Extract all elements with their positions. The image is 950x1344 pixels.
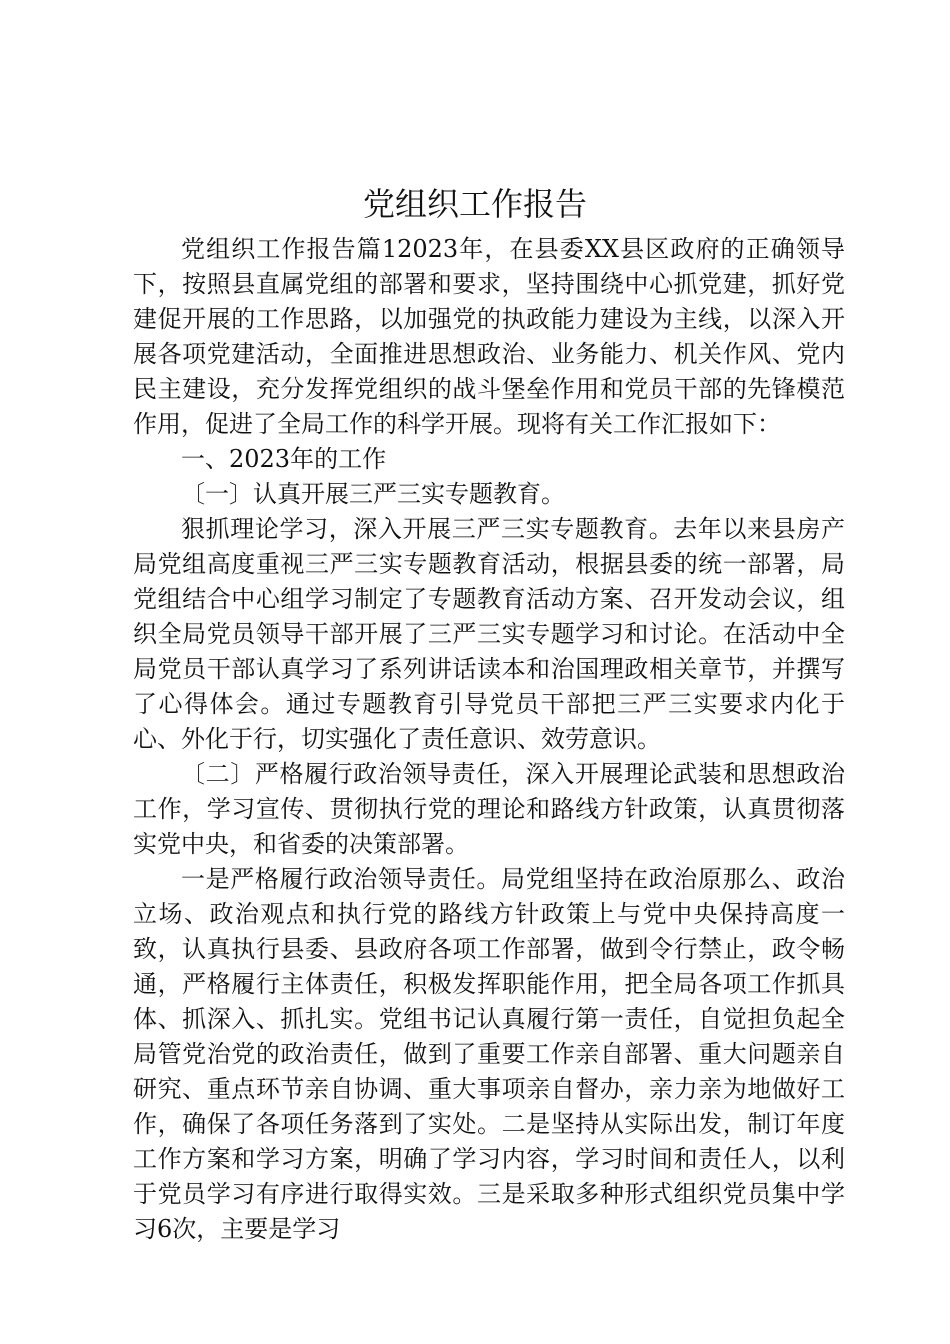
paragraph-political-responsibility: 一是严格履行政治领导责任。局党组坚持在政治原那么、政治立场、政治观点和执行党的路线方针政策上与党中央保持高度一致，认真执行县委、县政府各项工作部署，做到令行禁止，政令畅通，严格履行主体责任，积极发挥职能作用，把全局各项工作抓具体、抓深入、抓扎实。党组书记认真履行第一责任，自觉担负起全局管党治党的政治责任，做到了重要工作亲自部署、重大问题亲自研究、重点环节亲自协调、重大事项亲自督办，亲力亲为地做好工作，确保了各项任务落到了实处。二是坚持从实际出发，制订年度工作方案和学习方案，明确了学习内容，学习时间和责任人，以利于党员学习有序进行取得实效。三是采取多种形式组织党员集中学习6次，主要是学习 <box>133 865 845 1243</box>
subsection-heading-1: 〔一〕认真开展三严三实专题教育。 <box>181 480 565 508</box>
section-heading-work-2023: 一、2023年的工作 <box>181 445 387 473</box>
paragraph-theory-study: 狠抓理论学习，深入开展三严三实专题教育。去年以来县房产局党组高度重视三严三实专题教育活动，根据县委的统一部署，局党组结合中心组学习制定了专题教育活动方案、召开发动会议，组织全局党员领导干部开展了三严三实专题学习和讨论。在活动中全局党员干部认真学习了系列讲话读本和治国理政相关章节，并撰写了心得体会。通过专题教育引导党员干部把三严三实要求内化于心、外化于行，切实强化了责任意识、效劳意识。 <box>133 515 845 753</box>
paragraph-intro: 党组织工作报告篇12023年，在县委XX县区政府的正确领导下，按照县直属党组的部署和要求，坚持围绕中心抓党建，抓好党建促开展的工作思路，以加强党的执政能力建设为主线，以深入开展各项党建活动，全面推进思想政治、业务能力、机关作风、党内民主建设，充分发挥党组织的战斗堡垒作用和党员干部的先锋模范作用，促进了全局工作的科学开展。现将有关工作汇报如下： <box>133 235 845 438</box>
document-title: 党组织工作报告 <box>362 185 587 223</box>
subsection-heading-2: 〔二〕严格履行政治领导责任，深入开展理论武装和思想政治工作，学习宣传、贯彻执行党的理论和路线方针政策，认真贯彻落实党中央，和省委的决策部署。 <box>133 760 845 858</box>
document-body <box>133 232 845 1247</box>
